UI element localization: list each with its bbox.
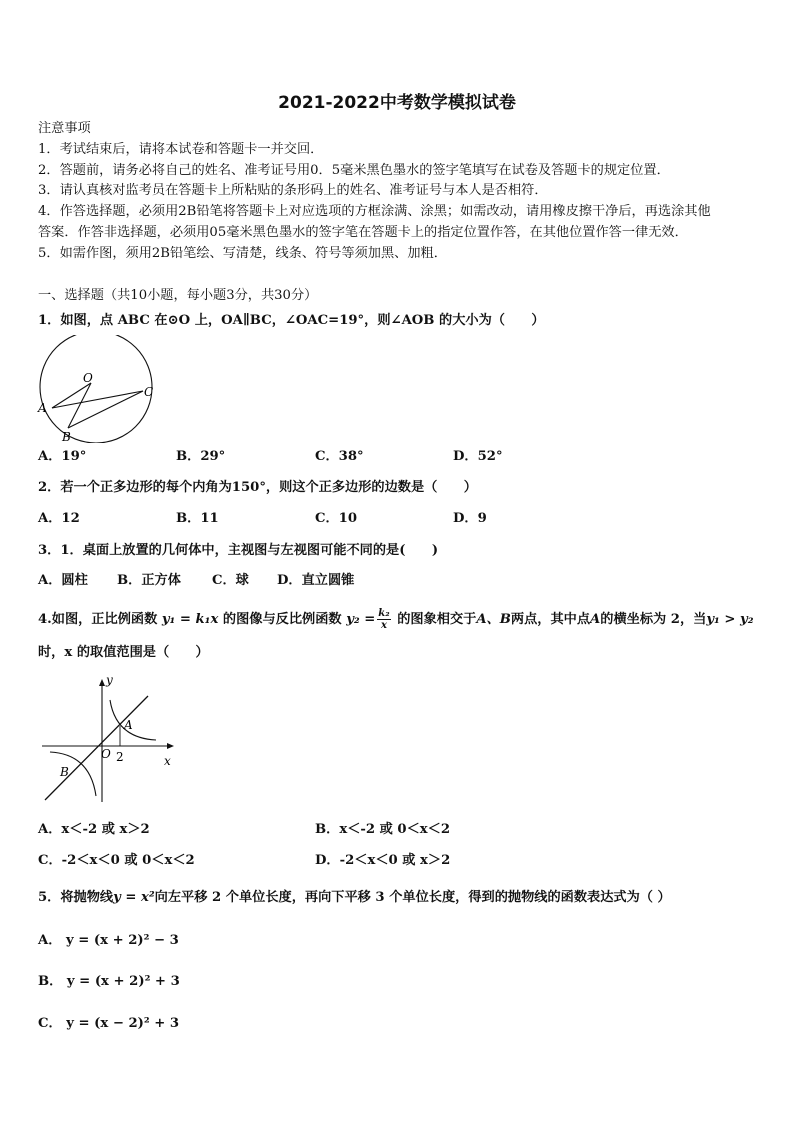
q4-fraction-num: k₂ — [378, 608, 390, 619]
q2-option-a[interactable]: A．12 — [38, 511, 80, 526]
q4-text-4: 两点，其中点 — [510, 612, 591, 627]
q4-points-ab: A、B — [476, 612, 511, 627]
label-y: y — [106, 674, 113, 687]
line-y1 — [45, 696, 148, 800]
q5-option-b[interactable]: B． y = (x + 2)² + 3 — [38, 974, 180, 989]
q3-option-c[interactable]: C．球 — [212, 573, 249, 588]
q4-point-a: A — [590, 612, 601, 627]
page-title: 2021-2022中考数学模拟试卷 — [278, 93, 516, 113]
q4-formula-direct: y₁ = k₁x — [161, 612, 219, 627]
q5-formula: y = x² — [113, 890, 155, 905]
label-a: A — [38, 401, 47, 415]
notice-item-5: 5．如需作图，须用2B铅笔绘、写清楚，线条、符号等须加黑、加粗． — [38, 246, 447, 261]
notice-item-3: 3．请认真核对监考员在答题卡上所粘贴的条形码上的姓名、准考证号与本人是否相符． — [38, 183, 548, 198]
question-4-stem — [38, 608, 753, 631]
label-x: x — [164, 754, 171, 768]
q4-fraction-den: x — [380, 620, 387, 631]
question-5-stem — [38, 889, 671, 907]
hyperbola-branch-2 — [50, 752, 96, 796]
q1-option-a[interactable]: A．19° — [38, 449, 87, 464]
label-two: 2 — [116, 750, 124, 764]
section-heading: 一、选择题（共10小题，每小题3分，共30分） — [38, 288, 318, 303]
label-point-a: A — [124, 718, 133, 732]
segment-bc — [68, 391, 143, 428]
q4-text-5: 的横坐标为 2，当 — [600, 612, 707, 627]
q5-option-c[interactable]: C． y = (x − 2)² + 3 — [38, 1016, 180, 1031]
notice-heading: 注意事项 — [38, 121, 91, 136]
label-point-b: B — [60, 765, 69, 779]
q3-option-a[interactable]: A．圆柱 — [38, 573, 88, 588]
q3-option-b[interactable]: B．正方体 — [117, 573, 181, 588]
q4-option-d[interactable]: D．-2＜x＜0 或 x＞2 — [315, 853, 451, 868]
q3-option-d[interactable]: D．直立圆锥 — [277, 573, 355, 588]
question-3-stem: 3．1．桌面上放置的几何体中，主视图与左视图可能不同的是( ) — [38, 543, 439, 558]
q4-fraction — [377, 608, 390, 631]
label-origin: O — [101, 747, 111, 761]
question-4-stem-cont: 时，x 的取值范围是（ ） — [38, 645, 209, 660]
q1-option-c[interactable]: C．38° — [315, 449, 364, 464]
label-o: O — [83, 371, 93, 385]
circle-o — [40, 335, 152, 443]
q2-option-c[interactable]: C．10 — [315, 511, 358, 526]
y-axis-arrow — [99, 679, 105, 686]
q5-option-a[interactable]: A． y = (x + 2)² − 3 — [38, 933, 179, 948]
x-axis-arrow — [167, 743, 174, 749]
q5-text-2: 向左平移 2 个单位长度，再向下平移 3 个单位长度，得到的抛物线的函数表达式为（ ） — [154, 890, 671, 905]
q4-text-2: 的图像与反比例函数 — [222, 612, 342, 627]
circle-figure — [36, 335, 158, 443]
q4-option-b[interactable]: B．x＜-2 或 0＜x＜2 — [315, 822, 450, 837]
q4-option-a[interactable]: A．x＜-2 或 x＞2 — [38, 822, 150, 837]
notice-item-4-cont: 答案．作答非选择题，必须用05毫米黑色墨水的签字笔在答题卡上的指定位置作答，在其他位置作答一律无效． — [38, 225, 688, 240]
notice-item-1: 1．考试结束后，请将本试卷和答题卡一并交回． — [38, 142, 324, 157]
q4-text-3: 的图象相交于 — [397, 612, 477, 627]
q2-option-d[interactable]: D．9 — [453, 511, 487, 526]
question-2-stem: 2．若一个正多边形的每个内角为150°，则这个正多边形的边数是（ ） — [38, 480, 477, 495]
q2-option-b[interactable]: B．11 — [176, 511, 219, 526]
notice-item-2: 2．答题前，请务必将自己的姓名、准考证号用0．5毫米黑色墨水的签字笔填写在试卷及答题卡的规定位置． — [38, 163, 670, 178]
q4-option-c[interactable]: C．-2＜x＜0 或 0＜x＜2 — [38, 853, 195, 868]
label-c: C — [144, 385, 154, 399]
hyperbola-branch-1 — [110, 700, 156, 740]
q1-option-b[interactable]: B．29° — [176, 449, 226, 464]
function-graph — [40, 674, 180, 806]
question-1-stem: 1．如图，点 ABC 在⊙O 上，OA∥BC，∠OAC=19°，则∠AOB 的大小为（ ） — [38, 313, 545, 328]
q4-condition: y₁ > y₂ — [706, 612, 754, 627]
q4-text-1: 4.如图，正比例函数 — [38, 612, 158, 627]
q5-text-1: 5．将抛物线 — [38, 890, 114, 905]
notice-item-4: 4．作答选择题，必须用2B铅笔将答题卡上对应选项的方框涂满、涂黑；如需改动，请用橡皮擦干净后，再选涂其他 — [38, 204, 711, 219]
q4-formula-inverse-left: y₂ = — [346, 612, 376, 627]
label-b: B — [62, 430, 71, 443]
q1-option-d[interactable]: D．52° — [453, 449, 503, 464]
